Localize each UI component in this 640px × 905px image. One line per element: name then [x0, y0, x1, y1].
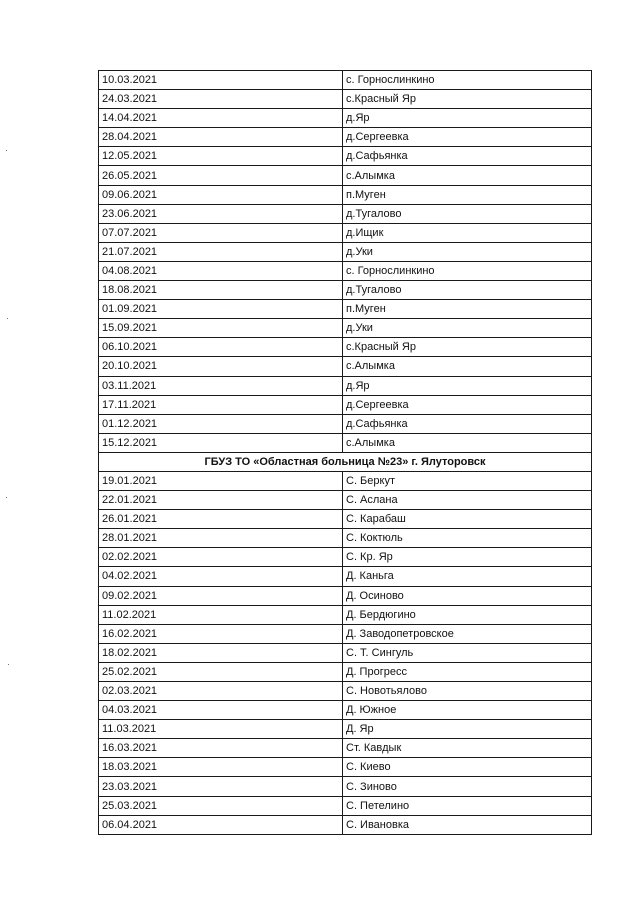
place-cell: с. Горнослинкино	[343, 71, 592, 90]
date-cell: 21.07.2021	[99, 242, 343, 261]
place-cell: Д. Прогресс	[343, 662, 592, 681]
place-cell: п.Муген	[343, 300, 592, 319]
table-row	[99, 242, 592, 261]
table-row	[99, 185, 592, 204]
table-row	[99, 586, 592, 605]
place-cell: С. Ивановка	[343, 815, 592, 834]
table-row	[99, 491, 592, 510]
date-cell: 28.04.2021	[99, 128, 343, 147]
date-cell: 26.05.2021	[99, 166, 343, 185]
place-cell: Д. Яр	[343, 720, 592, 739]
place-cell: д.Сергеевка	[343, 395, 592, 414]
place-cell: С. Беркут	[343, 471, 592, 490]
date-cell: 03.11.2021	[99, 376, 343, 395]
place-cell: д.Уки	[343, 242, 592, 261]
date-cell: 06.10.2021	[99, 338, 343, 357]
place-cell: с.Красный Яр	[343, 90, 592, 109]
table-row	[99, 376, 592, 395]
date-cell: 25.03.2021	[99, 796, 343, 815]
table-row	[99, 414, 592, 433]
place-cell: С. Зиново	[343, 777, 592, 796]
table-row	[99, 624, 592, 643]
date-cell: 07.07.2021	[99, 223, 343, 242]
date-cell: 22.01.2021	[99, 491, 343, 510]
scan-speck	[6, 497, 7, 498]
place-cell: д.Уки	[343, 319, 592, 338]
place-cell: д.Ищик	[343, 223, 592, 242]
date-cell: 09.06.2021	[99, 185, 343, 204]
date-cell: 06.04.2021	[99, 815, 343, 834]
table-row	[99, 529, 592, 548]
table-row	[99, 319, 592, 338]
table-row	[99, 147, 592, 166]
place-cell: С. Т. Сингуль	[343, 643, 592, 662]
place-cell: Д. Заводопетровское	[343, 624, 592, 643]
schedule-table-body	[99, 71, 592, 835]
table-row	[99, 204, 592, 223]
date-cell: 04.02.2021	[99, 567, 343, 586]
table-row	[99, 643, 592, 662]
place-cell: Д. Южное	[343, 701, 592, 720]
table-row	[99, 109, 592, 128]
place-cell: с.Алымка	[343, 357, 592, 376]
place-cell: С. Коктюль	[343, 529, 592, 548]
table-row	[99, 357, 592, 376]
table-row	[99, 281, 592, 300]
date-cell: 28.01.2021	[99, 529, 343, 548]
table-row	[99, 682, 592, 701]
place-cell: С. Кр. Яр	[343, 548, 592, 567]
scan-speck	[8, 664, 9, 665]
place-cell: с.Красный Яр	[343, 338, 592, 357]
place-cell: д.Тугалово	[343, 204, 592, 223]
date-cell: 16.03.2021	[99, 739, 343, 758]
table-row	[99, 90, 592, 109]
table-row	[99, 701, 592, 720]
place-cell: Д. Бердюгино	[343, 605, 592, 624]
place-cell: д.Сергеевка	[343, 128, 592, 147]
place-cell: С. Аслана	[343, 491, 592, 510]
date-cell: 20.10.2021	[99, 357, 343, 376]
place-cell: С. Карабаш	[343, 510, 592, 529]
table-row	[99, 739, 592, 758]
date-cell: 02.02.2021	[99, 548, 343, 567]
place-cell: д.Сафьянка	[343, 147, 592, 166]
place-cell: д.Сафьянка	[343, 414, 592, 433]
date-cell: 11.03.2021	[99, 720, 343, 739]
table-row	[99, 758, 592, 777]
date-cell: 24.03.2021	[99, 90, 343, 109]
place-cell: С. Новотьялово	[343, 682, 592, 701]
place-cell: Д. Осиново	[343, 586, 592, 605]
date-cell: 11.02.2021	[99, 605, 343, 624]
place-cell: д.Яр	[343, 376, 592, 395]
table-row	[99, 261, 592, 280]
date-cell: 25.02.2021	[99, 662, 343, 681]
date-cell: 18.08.2021	[99, 281, 343, 300]
table-row	[99, 796, 592, 815]
date-cell: 23.03.2021	[99, 777, 343, 796]
table-row	[99, 395, 592, 414]
date-cell: 16.02.2021	[99, 624, 343, 643]
place-cell: Ст. Кавдык	[343, 739, 592, 758]
section-heading-row	[99, 452, 592, 471]
table-row	[99, 605, 592, 624]
date-cell: 01.12.2021	[99, 414, 343, 433]
date-cell: 23.06.2021	[99, 204, 343, 223]
date-cell: 26.01.2021	[99, 510, 343, 529]
table-row	[99, 471, 592, 490]
table-row	[99, 433, 592, 452]
table-row	[99, 777, 592, 796]
table-row	[99, 71, 592, 90]
table-row	[99, 166, 592, 185]
place-cell: с.Алымка	[343, 166, 592, 185]
scan-speck	[6, 150, 7, 151]
table-row	[99, 567, 592, 586]
date-cell: 04.03.2021	[99, 701, 343, 720]
date-cell: 10.03.2021	[99, 71, 343, 90]
table-row	[99, 128, 592, 147]
table-row	[99, 223, 592, 242]
date-cell: 17.11.2021	[99, 395, 343, 414]
place-cell: С. Петелино	[343, 796, 592, 815]
table-row	[99, 300, 592, 319]
table-row	[99, 720, 592, 739]
date-cell: 14.04.2021	[99, 109, 343, 128]
date-cell: 01.09.2021	[99, 300, 343, 319]
table-row	[99, 510, 592, 529]
date-cell: 18.03.2021	[99, 758, 343, 777]
place-cell: д.Тугалово	[343, 281, 592, 300]
place-cell: С. Киево	[343, 758, 592, 777]
table-row	[99, 815, 592, 834]
place-cell: с. Горнослинкино	[343, 261, 592, 280]
place-cell: п.Муген	[343, 185, 592, 204]
date-cell: 02.03.2021	[99, 682, 343, 701]
date-cell: 15.12.2021	[99, 433, 343, 452]
date-cell: 15.09.2021	[99, 319, 343, 338]
table-row	[99, 662, 592, 681]
table-row	[99, 338, 592, 357]
date-cell: 04.08.2021	[99, 261, 343, 280]
place-cell: с.Алымка	[343, 433, 592, 452]
date-cell: 18.02.2021	[99, 643, 343, 662]
date-cell: 12.05.2021	[99, 147, 343, 166]
place-cell: д.Яр	[343, 109, 592, 128]
date-cell: 19.01.2021	[99, 471, 343, 490]
scan-speck	[7, 318, 8, 319]
place-cell: Д. Каньга	[343, 567, 592, 586]
date-cell: 09.02.2021	[99, 586, 343, 605]
table-row	[99, 548, 592, 567]
schedule-table	[98, 70, 592, 835]
section-heading: ГБУЗ ТО «Областная больница №23» г. Ялуторовск	[99, 452, 592, 471]
